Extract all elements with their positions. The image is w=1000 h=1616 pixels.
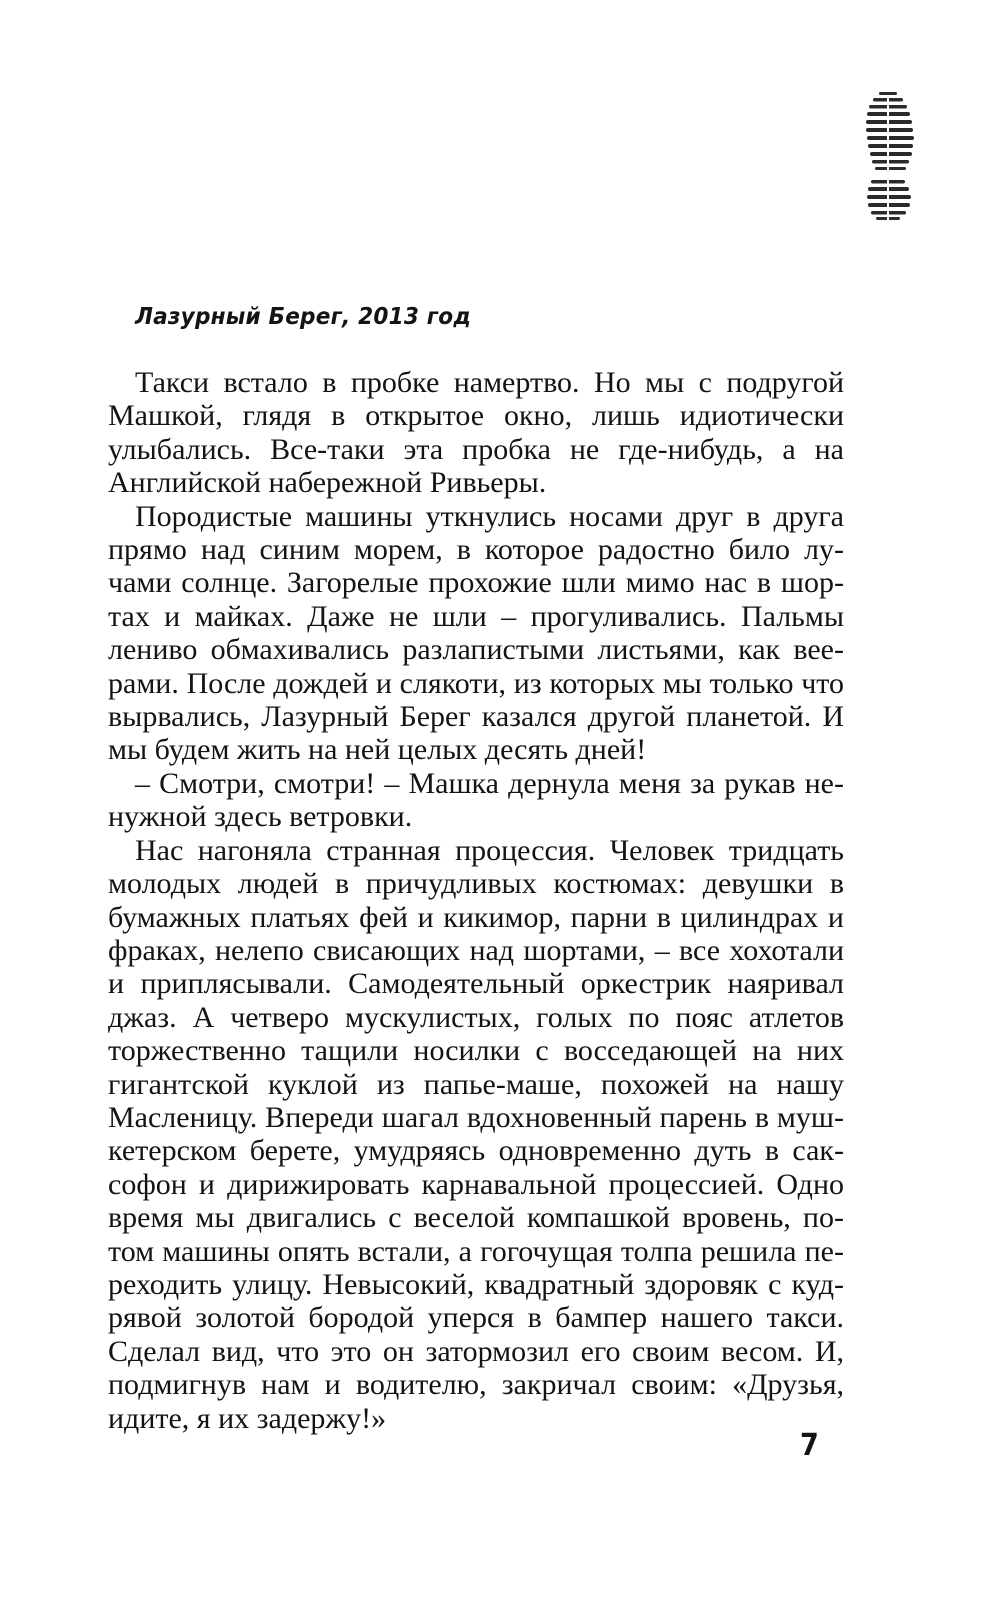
chapter-heading: Лазурный Берег, 2013 год bbox=[135, 304, 471, 330]
paragraph: Нас нагоняла странная процессия. Человек тридцать молодых людей в причудливых костюмах: девушки в бумажных платьях фей и кикимор, парни в цилиндрах и фраках, нелепо свисающих над шортами, – все хохотали и приплясывали. Самодеятельный оркестрик наяривал джаз. А четверо мускулистых, голых по пояс атлетов торжественно тащили носилки с восседающей на них гигантской куклой из папье-маше, похожей на нашу Масленицу. Впереди шагал вдохновенный парень в мушкетерском берете, умудряясь одновременно дуть в саксофон и дирижировать карнавальной процессией. Одно время мы двигались с веселой компашкой вровень, потом машины опять встали, а гогочущая толпа решила переходить улицу. Невысокий, квадратный здоровяк с кудрявой золотой бородой уперся в бампер нашего такси. Сделал вид, что это он затормозил его своим весом. И, подмигнув нам и водителю, закричал своим: «Друзья, идите, я их задержу!» bbox=[108, 833, 844, 1435]
paragraph: – Смотри, смотри! – Машка дернула меня за рукав ненужной здесь ветровки. bbox=[108, 766, 844, 834]
page-number: 7 bbox=[800, 1428, 819, 1463]
paragraph: Такси встало в пробке намертво. Но мы с подругой Машкой, глядя в открытое окно, лишь идиотически улыбались. Все-таки эта пробка не где-нибудь, а на Английской набережной Ривьеры. bbox=[108, 366, 844, 500]
body-text bbox=[108, 366, 844, 1435]
footprint-icon bbox=[862, 90, 918, 222]
paragraph: Породистые машины уткнулись носами друг в друга прямо над синим морем, в которое радостно било лучами солнце. Загорелые прохожие шли мимо нас в шортах и майках. Даже не шли – прогуливались. Пальмы лениво обмахивались разлапистыми листьями, как веерами. После дождей и слякоти, из которых мы только что вырвались, Лазурный Берег казался другой планетой. И мы будем жить на ней целых десять дней! bbox=[108, 499, 844, 767]
